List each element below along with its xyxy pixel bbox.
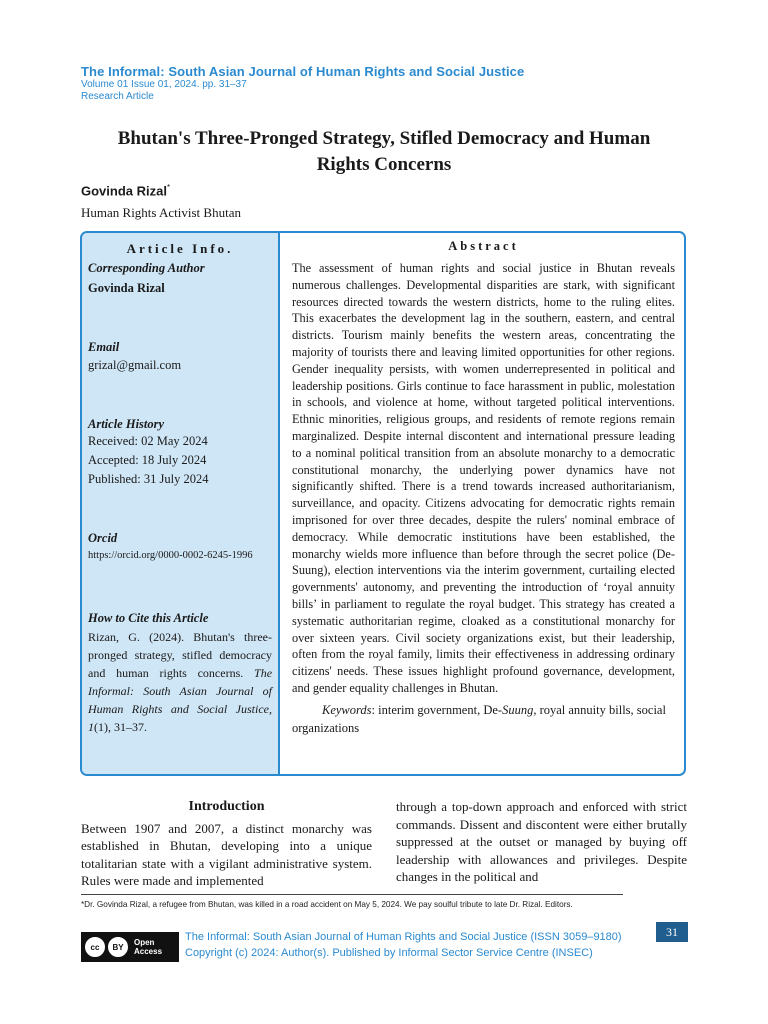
received-date: Received: 02 May 2024 (88, 434, 208, 448)
accepted-date: Accepted: 18 July 2024 (88, 453, 207, 467)
intro-column-left (81, 798, 372, 890)
author-name-text: Govinda Rizal (81, 183, 167, 199)
corresponding-author-label: Corresponding Author (88, 261, 205, 275)
article-info-panel (82, 233, 280, 774)
intro-column-right (396, 798, 687, 886)
keywords-label: Keywords (322, 702, 372, 717)
abstract-panel (280, 233, 684, 774)
creative-commons-icon (85, 937, 105, 957)
footer-copyright: Copyright (c) 2024: Author(s). Published by Informal Sector Service Centre (INSEC) (185, 947, 593, 959)
citation-journal: The Informal: South Asian Journal of Human Rights and Social Justice, 1 (88, 666, 273, 734)
page-footer (81, 924, 687, 964)
keywords-part-2: , royal annuity bills, social organizations (292, 702, 666, 735)
citation-issue: (1), 31–37. (94, 720, 147, 734)
citation-main: Rizan, G. (2024). Bhutan's three-pronged strategy, stifled democracy and human rights concerns. (88, 630, 272, 680)
abstract-text: The assessment of human rights and social justice in Bhutan reveals numerous challenges. Developmental disparities are stark, with significant resources directed towards the western districts, home to the ruling elites. This exacerbates the development lag in the southern, eastern, and central districts. Tourism mainly benefits the western areas, concentrating the majority of tourists there and leaving limited opportunities for other regions. Gender inequality persists, with women underrepresented in political and leadership positions. Girls continue to face harassment in public, molestation in schools, and violence at home, without targeted political interventions. Ethnic minorities, religious groups, and residents of remote regions remain marginalized. Despite internal discontent and international pressure leading to a nominal political transition from an absolute monarchy to a democratic constitutional monarchy, the underlying power dynamics have not significantly shifted. There is a trend towards increased authoritarianism, surveillance, and opacity. Citizens advocating for democratic rights remain imprisoned for over three decades, despite the rulers' nominal embrace of democracy. While democratic institutions have been established, the monarchy wields more influence than before through the secret police (De-Suung), election interventions via the interim government, curtailing elected governments' autonomy, and preventing the introduction of ‘royal annuity bills’ in parliament to regulate the royal budget. This strategy has created a systematic authoritarian regime, cloaked as a constitutional monarchy for over sixteen years. Civil society organizations exist, but their leadership, often from the royal family, limits their effectiveness in addressing ordinary citizens' needs. These issues highlight profound governance, development, and gender equality challenges in Bhutan. (292, 261, 675, 695)
open-text: Open (134, 938, 155, 947)
introduction-heading: Introduction (188, 799, 265, 814)
corresponding-author-name: Govinda Rizal (88, 281, 165, 295)
citation-text (88, 628, 272, 736)
access-text: Access (134, 947, 163, 956)
intro-text-left: Between 1907 and 2007, a distinct monarchy was established in Bhutan, developing into a unique totalitarian state with a vigilant administrative system. Rules were made and implemented (81, 820, 372, 889)
author-name (81, 183, 170, 198)
footer-text (185, 929, 622, 961)
cc-label: cc (90, 942, 100, 952)
published-date: Published: 31 July 2024 (88, 472, 209, 486)
open-access-label (134, 938, 162, 956)
footnote-divider (81, 894, 623, 895)
attribution-person-icon (108, 937, 128, 957)
author-footnote-mark: * (166, 183, 171, 192)
journal-volume: Volume 01 Issue 01, 2024. pp. 31–37 (81, 79, 247, 90)
orcid-link[interactable]: https://orcid.org/0000-0002-6245-1996 (88, 550, 253, 561)
keywords-part-italic: Suung (502, 702, 534, 717)
how-to-cite-label: How to Cite this Article (88, 611, 209, 625)
author-affiliation: Human Rights Activist Bhutan (81, 205, 241, 220)
article-type: Research Article (81, 91, 154, 102)
article-history-label: Article History (88, 417, 165, 431)
footnote: *Dr. Govinda Rizal, a refugee from Bhutan, was killed in a road accident on May 5, 2024. We pay soulful tribute to late Dr. Rizal. Editors. (81, 900, 573, 909)
journal-header (81, 64, 701, 103)
footer-journal-issn: The Informal: South Asian Journal of Human Rights and Social Justice (ISSN 3059–9180) (185, 931, 622, 943)
by-label: BY (112, 942, 124, 952)
article-info-heading: Article Info. (126, 241, 234, 256)
keywords (292, 701, 675, 737)
journal-name[interactable]: The Informal: South Asian Journal of Human Rights and Social Justice (81, 64, 525, 79)
abstract-heading: Abstract (448, 239, 519, 253)
orcid-label: Orcid (88, 531, 118, 545)
email-label: Email (88, 340, 120, 354)
article-info-abstract-box (80, 231, 686, 776)
paper-title: Bhutan's Three-Pronged Strategy, Stifled Democracy and Human Rights Concerns (117, 128, 651, 175)
cc-by-license-badge[interactable] (81, 932, 179, 962)
page-number: 31 (656, 922, 688, 942)
email-link[interactable]: grizal@gmail.com (88, 358, 182, 372)
intro-text-right: through a top-down approach and enforced with strict commands. Dissent and discontent were either brutally suppressed at the outset or managed by buying off leadership with allowances and privileges. Despite changes in the political and (396, 799, 687, 885)
keywords-part-1: : interim government, De- (371, 702, 503, 717)
